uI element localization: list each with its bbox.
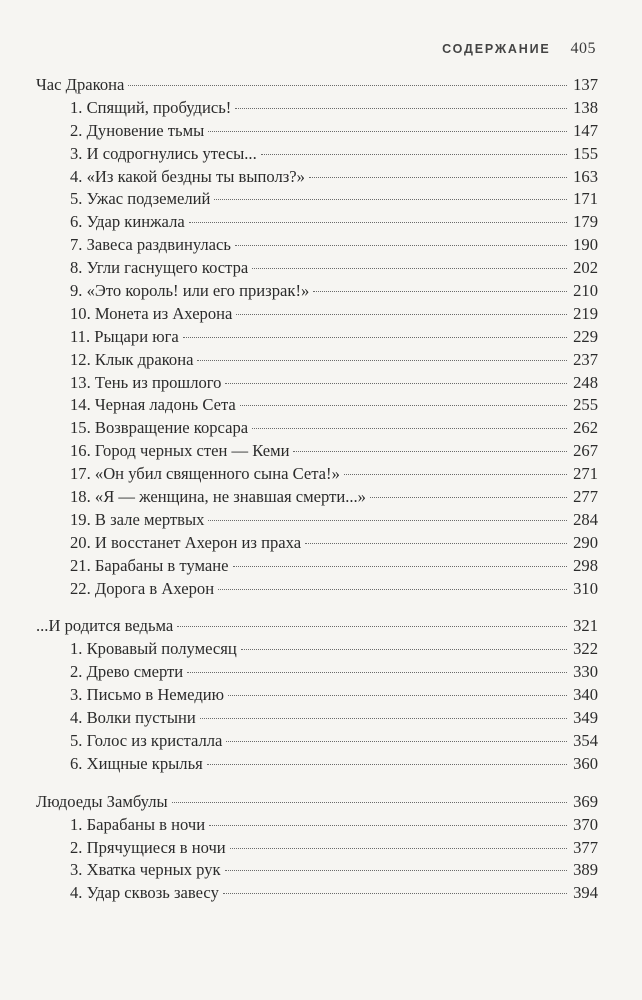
dot-leader [187,672,567,673]
toc-chapter-entry[interactable] [36,814,598,837]
toc-chapter-entry-page: 349 [573,708,598,728]
dot-leader [240,405,567,406]
toc-part-entry[interactable] [36,615,598,638]
toc-chapter-entry-page: 190 [573,235,598,255]
toc-chapter-entry[interactable] [36,532,598,555]
toc-chapter-entry-title: 14. Черная ладонь Сета [70,395,236,415]
toc-chapter-entry[interactable] [36,326,598,349]
dot-leader [223,893,567,894]
toc-chapter-entry-title: 19. В зале мертвых [70,509,205,529]
dot-leader [235,245,567,246]
toc-chapter-entry-page: 389 [573,860,598,880]
dot-leader [233,566,567,567]
toc-chapter-entry-title: 3. Хватка черных рук [70,860,221,880]
toc-chapter-entry-title: 18. «Я — женщина, не знавшая смерти...» [70,487,366,507]
running-head [442,40,596,58]
toc-chapter-entry-page: 330 [573,662,598,682]
dot-leader [209,825,567,826]
dot-leader [226,741,567,742]
toc-chapter-entry-page: 360 [573,753,598,773]
toc-chapter-entry[interactable] [36,97,598,120]
toc-chapter-entry-title: 11. Рыцари юга [70,326,179,346]
toc-chapter-entry[interactable] [36,234,598,257]
toc-chapter-entry[interactable] [36,578,598,601]
toc-chapter-entry[interactable] [36,707,598,730]
toc-chapter-entry[interactable] [36,349,598,372]
toc-chapter-entry-page: 271 [573,464,598,484]
toc-chapter-entry-title: 4. Волки пустыни [70,708,196,728]
dot-leader [252,268,567,269]
toc-part-entry-title: Людоеды Замбулы [36,791,168,811]
table-of-contents [36,74,598,920]
toc-part-entry-page: 137 [573,75,598,94]
toc-chapter-entry[interactable] [36,638,598,661]
toc-chapter-entry-title: 1. Барабаны в ночи [70,814,206,834]
toc-chapter-entry-page: 147 [573,120,598,140]
toc-chapter-entry-page: 310 [573,578,598,598]
toc-chapter-entry[interactable] [36,211,598,234]
toc-part [36,74,598,600]
toc-chapter-entry-title: 1. Спящий, пробудись! [70,97,232,117]
dot-leader [261,154,567,155]
toc-chapter-entry-title: 7. Завеса раздвинулась [70,235,231,255]
toc-part-entry[interactable] [36,791,598,814]
toc-chapter-entry-title: 17. «Он убил священного сына Сета!» [70,464,340,484]
dot-leader [207,764,567,765]
toc-chapter-entry-page: 255 [573,395,598,415]
toc-chapter-entry-title: 6. Удар кинжала [70,212,185,232]
toc-chapter-entry[interactable] [36,837,598,860]
toc-chapter-entry[interactable] [36,303,598,326]
dot-leader [225,383,567,384]
dot-leader [241,649,567,650]
toc-chapter-entry[interactable] [36,730,598,753]
toc-chapter-entry-title: 2. Прячущиеся в ночи [70,837,226,857]
dot-leader [128,85,567,86]
toc-chapter-entry[interactable] [36,372,598,395]
dot-leader [236,314,567,315]
dot-leader [309,177,567,178]
section-title: СОДЕРЖАНИЕ [442,42,551,56]
toc-part-entry-page: 369 [573,791,598,811]
dot-leader [313,291,567,292]
toc-part [36,615,598,775]
dot-leader [189,222,567,223]
toc-chapter-entry[interactable] [36,509,598,532]
toc-chapter-entry-page: 229 [573,326,598,346]
toc-chapter-entry-title: 5. Ужас подземелий [70,189,211,209]
toc-chapter-entry-title: 3. Письмо в Немедию [70,685,225,705]
toc-chapter-entry-page: 155 [573,143,598,163]
toc-chapter-entry-page: 219 [573,303,598,323]
dot-leader [197,360,567,361]
toc-chapter-entry[interactable] [36,463,598,486]
toc-chapter-entry-title: 15. Возвращение корсара [70,418,249,438]
toc-chapter-entry-page: 394 [573,883,598,903]
dot-leader [235,108,567,109]
toc-chapter-entry[interactable] [36,188,598,211]
toc-chapter-entry-page: 354 [573,730,598,750]
dot-leader [183,337,567,338]
toc-chapter-entry-title: 4. Удар сквозь завесу [70,883,219,903]
dot-leader [200,718,567,719]
toc-part-entry[interactable] [36,74,598,97]
toc-chapter-entry-page: 248 [573,372,598,392]
toc-chapter-entry-page: 284 [573,509,598,529]
toc-chapter-entry-page: 277 [573,487,598,507]
toc-chapter-entry[interactable] [36,555,598,578]
toc-chapter-entry-title: 3. И содрогнулись утесы... [70,143,257,163]
toc-chapter-entry[interactable] [36,684,598,707]
toc-chapter-entry-page: 377 [573,837,598,857]
toc-chapter-entry-title: 13. Тень из прошлого [70,372,222,392]
toc-chapter-entry[interactable] [36,394,598,417]
toc-chapter-entry-title: 2. Дуновение тьмы [70,120,205,140]
dot-leader [218,589,567,590]
toc-chapter-entry-title: 9. «Это король! или его призрак!» [70,281,310,301]
dot-leader [252,428,567,429]
toc-chapter-entry-page: 138 [573,97,598,117]
dot-leader [225,870,567,871]
toc-chapter-entry-page: 322 [573,639,598,659]
toc-chapter-entry[interactable] [36,661,598,684]
dot-leader [172,802,567,803]
dot-leader [305,543,567,544]
toc-part-entry-title: Час Дракона [36,75,125,94]
dot-leader [293,451,567,452]
toc-part [36,791,598,905]
toc-chapter-entry[interactable] [36,417,598,440]
toc-part-entry-title: ...И родится ведьма [36,616,174,636]
toc-chapter-entry[interactable] [36,440,598,463]
toc-chapter-entry-title: 12. Клык дракона [70,349,194,369]
toc-chapter-entry-page: 237 [573,349,598,369]
toc-chapter-entry-page: 267 [573,441,598,461]
dot-leader [344,474,567,475]
toc-chapter-entry-page: 179 [573,212,598,232]
toc-chapter-entry[interactable] [36,486,598,509]
dot-leader [208,520,567,521]
toc-chapter-entry-title: 4. «Из какой бездны ты выполз?» [70,166,305,186]
toc-chapter-entry-title: 22. Дорога в Ахерон [70,578,215,598]
toc-chapter-entry[interactable] [36,859,598,882]
toc-chapter-entry[interactable] [36,143,598,166]
toc-chapter-entry-page: 210 [573,281,598,301]
page-number: 405 [570,40,596,57]
toc-chapter-entry-title: 16. Город черных стен — Кеми [70,441,290,461]
toc-chapter-entry-page: 202 [573,258,598,278]
toc-chapter-entry[interactable] [36,882,598,905]
toc-chapter-entry-title: 5. Голос из кристалла [70,730,223,750]
toc-part-entry-page: 321 [573,616,598,636]
toc-chapter-entry-title: 1. Кровавый полумесяц [70,639,237,659]
toc-chapter-entry-page: 262 [573,418,598,438]
dot-leader [228,695,567,696]
toc-chapter-entry-title: 6. Хищные крылья [70,753,203,773]
toc-chapter-entry-page: 340 [573,685,598,705]
dot-leader [214,199,567,200]
toc-chapter-entry-title: 20. И восстанет Ахерон из праха [70,532,302,552]
toc-chapter-entry[interactable] [36,166,598,189]
toc-chapter-entry[interactable] [36,280,598,303]
toc-chapter-entry-title: 2. Древо смерти [70,662,184,682]
toc-chapter-entry-page: 290 [573,532,598,552]
toc-chapter-entry-title: 10. Монета из Ахерона [70,303,233,323]
toc-chapter-entry-page: 171 [573,189,598,209]
toc-chapter-entry-title: 8. Угли гаснущего костра [70,258,249,278]
toc-chapter-entry-page: 370 [573,814,598,834]
toc-chapter-entry-page: 298 [573,555,598,575]
dot-leader [177,626,567,627]
dot-leader [230,848,567,849]
toc-chapter-entry-page: 163 [573,166,598,186]
dot-leader [208,131,567,132]
dot-leader [370,497,567,498]
toc-chapter-entry[interactable] [36,753,598,776]
toc-chapter-entry-title: 21. Барабаны в тумане [70,555,229,575]
toc-chapter-entry[interactable] [36,120,598,143]
toc-chapter-entry[interactable] [36,257,598,280]
